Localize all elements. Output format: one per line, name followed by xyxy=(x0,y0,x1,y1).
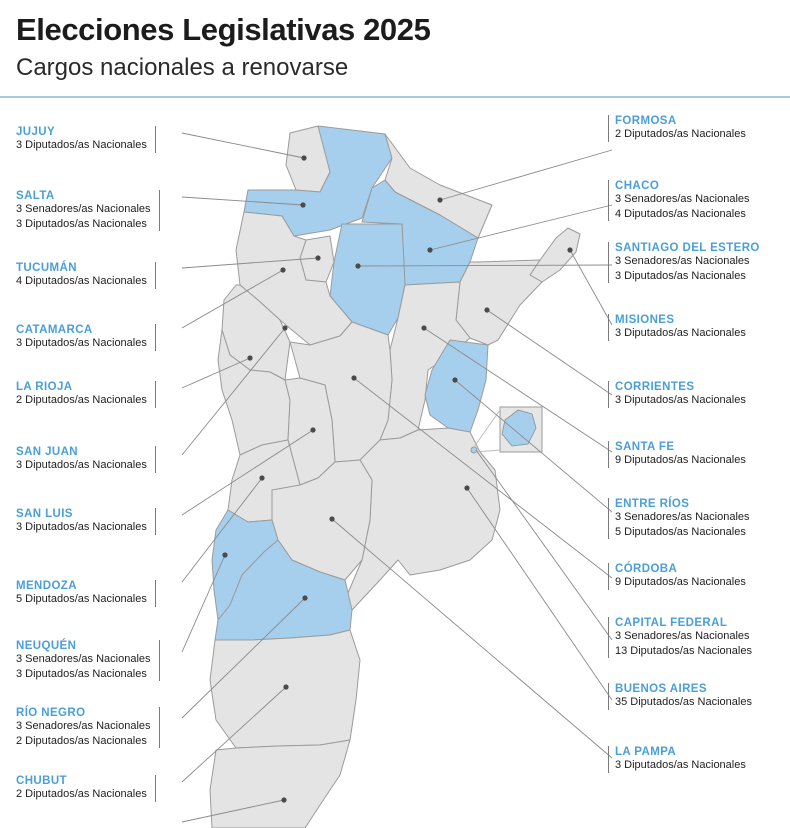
label-catamarca-line: 3 Diputados/as Nacionales xyxy=(16,337,147,349)
label-cordoba xyxy=(608,563,746,590)
label-corrientes xyxy=(608,381,746,408)
province-santa-cruz[interactable] xyxy=(210,740,350,828)
label-chaco-line: 4 Diputados/as Nacionales xyxy=(615,207,746,220)
label-jujuy-line: 3 Diputados/as Nacionales xyxy=(16,139,147,151)
label-salta-line: 3 Diputados/as Nacionales xyxy=(16,217,147,230)
marker-rio-negro xyxy=(302,595,307,600)
marker-san-juan xyxy=(282,325,287,330)
label-misiones-name: MISIONES xyxy=(615,314,675,326)
marker-san-luis xyxy=(310,427,315,432)
label-mendoza-name: MENDOZA xyxy=(16,580,77,592)
label-neuquen-name: NEUQUÉN xyxy=(16,640,77,652)
label-san-juan xyxy=(16,446,156,473)
page-subtitle: Cargos nacionales a renovarse xyxy=(16,54,349,81)
label-capital-federal-name: CAPITAL FEDERAL xyxy=(615,617,728,629)
label-chaco xyxy=(608,180,750,221)
label-formosa-line: 2 Diputados/as Nacionales xyxy=(615,128,746,140)
label-neuquen-line: 3 Diputados/as Nacionales xyxy=(16,667,147,680)
label-entre-rios-line: 5 Diputados/as Nacionales xyxy=(615,525,746,538)
marker-buenos-aires xyxy=(464,485,469,490)
label-la-pampa-name: LA PAMPA xyxy=(615,746,677,758)
label-corrientes-name: CORRIENTES xyxy=(615,381,695,393)
label-salta-name: SALTA xyxy=(16,190,55,202)
label-rio-negro-line: 3 Senadores/as Nacionales xyxy=(16,720,151,732)
label-tucuman-name: TUCUMÁN xyxy=(16,262,77,274)
page-title: Elecciones Legislativas 2025 xyxy=(16,12,431,47)
label-rio-negro-name: RÍO NEGRO xyxy=(16,707,86,719)
label-la-rioja xyxy=(16,381,156,408)
marker-jujuy xyxy=(301,155,306,160)
marker-chubut xyxy=(283,684,288,689)
label-santa-fe xyxy=(608,441,746,468)
label-capital-federal-line: 3 Senadores/as Nacionales xyxy=(615,630,750,642)
label-san-juan-line: 3 Diputados/as Nacionales xyxy=(16,459,147,471)
label-neuquen-line: 3 Senadores/as Nacionales xyxy=(16,653,151,665)
label-cordoba-line: 9 Diputados/as Nacionales xyxy=(615,576,746,588)
label-santa-fe-name: SANTA FE xyxy=(615,441,675,453)
label-san-luis-name: SAN LUIS xyxy=(16,508,73,520)
marker-la-rioja xyxy=(247,355,252,360)
label-san-juan-name: SAN JUAN xyxy=(16,446,78,458)
label-la-pampa xyxy=(608,746,746,773)
marker-entre-rios xyxy=(452,377,457,382)
marker-salta xyxy=(300,202,305,207)
marker-misiones xyxy=(567,247,572,252)
label-la-rioja-name: LA RIOJA xyxy=(16,381,73,393)
marker-santiago-del-estero xyxy=(355,263,360,268)
label-formosa-name: FORMOSA xyxy=(615,115,677,127)
label-capital-federal-line: 13 Diputados/as Nacionales xyxy=(615,644,752,657)
leader-jujuy xyxy=(182,133,304,158)
label-corrientes-line: 3 Diputados/as Nacionales xyxy=(615,394,746,406)
marker-formosa xyxy=(437,197,442,202)
marker-neuquen xyxy=(222,552,227,557)
label-chubut xyxy=(16,775,156,802)
marker-chaco xyxy=(427,247,432,252)
marker-corrientes xyxy=(484,307,489,312)
marker-cordoba xyxy=(351,375,356,380)
label-san-luis-line: 3 Diputados/as Nacionales xyxy=(16,521,147,533)
label-chubut-line: 2 Diputados/as Nacionales xyxy=(16,788,147,800)
leader-buenos-aires xyxy=(467,488,612,700)
label-misiones-line: 3 Diputados/as Nacionales xyxy=(615,327,746,339)
label-santa-fe-line: 9 Diputados/as Nacionales xyxy=(615,454,746,466)
marker-santa-fe xyxy=(421,325,426,330)
label-chaco-line: 3 Senadores/as Nacionales xyxy=(615,193,750,205)
label-salta xyxy=(16,190,160,231)
label-entre-rios xyxy=(608,498,750,539)
label-santiago-del-estero-name: SANTIAGO DEL ESTERO xyxy=(615,242,760,254)
province-corrientes[interactable] xyxy=(456,260,542,345)
leader-capital-federal xyxy=(476,450,612,640)
label-formosa xyxy=(608,115,746,142)
label-chubut-name: CHUBUT xyxy=(16,775,67,787)
label-tucuman xyxy=(16,262,156,289)
label-catamarca-name: CATAMARCA xyxy=(16,324,93,336)
label-neuquen xyxy=(16,640,160,681)
marker-santa-cruz xyxy=(281,797,286,802)
label-chaco-name: CHACO xyxy=(615,180,660,192)
label-entre-rios-name: ENTRE RÍOS xyxy=(615,498,690,510)
capital-federal-inset[interactable] xyxy=(474,407,542,452)
marker-mendoza xyxy=(259,475,264,480)
label-san-luis xyxy=(16,508,156,535)
label-capital-federal xyxy=(608,617,752,658)
label-santiago-del-estero-line: 3 Diputados/as Nacionales xyxy=(615,269,746,282)
label-salta-line: 3 Senadores/as Nacionales xyxy=(16,203,151,215)
marker-tucuman xyxy=(315,255,320,260)
label-buenos-aires xyxy=(608,683,752,710)
label-santiago-del-estero-line: 3 Senadores/as Nacionales xyxy=(615,255,750,267)
label-rio-negro-line: 2 Diputados/as Nacionales xyxy=(16,734,147,747)
label-buenos-aires-line: 35 Diputados/as Nacionales xyxy=(615,696,752,708)
label-mendoza-line: 5 Diputados/as Nacionales xyxy=(16,593,147,605)
label-misiones xyxy=(608,314,746,341)
label-jujuy xyxy=(16,126,156,153)
label-la-pampa-line: 3 Diputados/as Nacionales xyxy=(615,759,746,771)
label-buenos-aires-name: BUENOS AIRES xyxy=(615,683,707,695)
leader-misiones xyxy=(570,250,612,325)
leader-formosa xyxy=(440,150,612,200)
label-tucuman-line: 4 Diputados/as Nacionales xyxy=(16,275,147,287)
label-entre-rios-line: 3 Senadores/as Nacionales xyxy=(615,511,750,523)
label-rio-negro xyxy=(16,707,160,748)
label-jujuy-name: JUJUY xyxy=(16,126,56,138)
label-catamarca xyxy=(16,324,156,351)
label-la-rioja-line: 2 Diputados/as Nacionales xyxy=(16,394,147,406)
label-cordoba-name: CÓRDOBA xyxy=(615,563,678,575)
marker-la-pampa xyxy=(329,516,334,521)
label-santiago-del-estero xyxy=(608,242,760,283)
label-mendoza xyxy=(16,580,156,607)
marker-catamarca xyxy=(280,267,285,272)
